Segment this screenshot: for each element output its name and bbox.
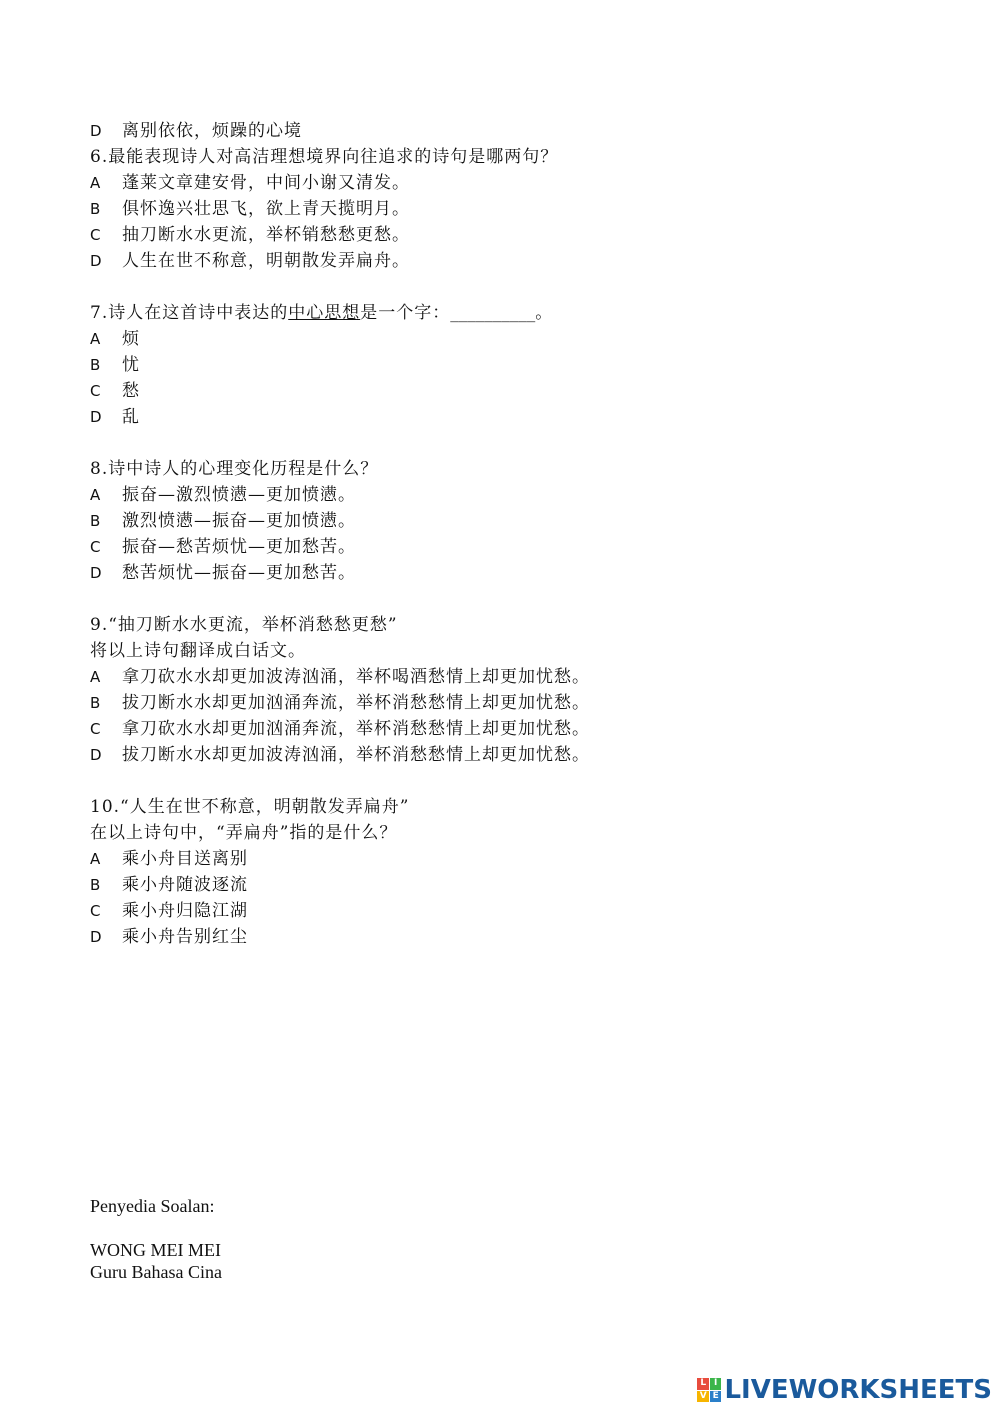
option-text: 乘小舟随波逐流 <box>122 875 248 895</box>
option-text: 离别依依，烦躁的心境 <box>122 121 302 141</box>
liveworksheets-watermark <box>697 1375 992 1405</box>
option-text: 愁苦烦忧—振奋—更加愁苦。 <box>122 563 356 583</box>
worksheet-body <box>90 118 950 950</box>
question-10-option-d[interactable] <box>90 924 950 950</box>
question-6-option-b[interactable] <box>90 196 950 222</box>
option-text: 拿刀砍水水却更加汹涌奔流，举杯消愁愁情上却更加忧愁。 <box>122 719 590 739</box>
question-6-option-c[interactable] <box>90 222 950 248</box>
option-letter: D <box>90 746 102 764</box>
option-letter: D <box>90 564 102 582</box>
option-letter: C <box>90 382 101 400</box>
question-8-option-a[interactable] <box>90 482 950 508</box>
stem-underlined-term: 中心思想 <box>288 303 361 323</box>
spacer <box>90 1217 222 1239</box>
spacer <box>90 274 950 300</box>
option-text: 乱 <box>122 407 140 427</box>
logo-tile: L <box>697 1378 709 1390</box>
option-letter: D <box>90 122 102 140</box>
option-row <box>90 118 950 144</box>
question-6-option-d[interactable] <box>90 248 950 274</box>
question-10-option-c[interactable] <box>90 898 950 924</box>
logo-tile: I <box>710 1378 722 1390</box>
question-7-option-a[interactable] <box>90 326 950 352</box>
liveworksheets-logo-icon <box>697 1378 721 1402</box>
stem-suffix: 是一个字： <box>360 303 451 323</box>
option-text: 人生在世不称意，明朝散发弄扁舟。 <box>122 251 410 271</box>
logo-tile: V <box>697 1391 709 1403</box>
option-letter: A <box>90 486 101 504</box>
option-letter: B <box>90 876 101 894</box>
option-letter: A <box>90 174 101 192</box>
option-letter: B <box>90 694 101 712</box>
option-text: 振奋—愁苦烦忧—更加愁苦。 <box>122 537 356 557</box>
option-letter: C <box>90 538 101 556</box>
option-letter: D <box>90 408 102 426</box>
setter-role: Guru Bahasa Cina <box>90 1262 222 1282</box>
option-text: 乘小舟归隐江湖 <box>122 901 248 921</box>
spacer <box>90 430 950 456</box>
option-letter: D <box>90 252 102 270</box>
question-setter-info <box>90 1195 222 1283</box>
question-7-option-d[interactable] <box>90 404 950 430</box>
option-text: 愁 <box>122 381 140 401</box>
option-text: 烦 <box>122 329 140 349</box>
question-10-stem: 10.“人生在世不称意，明朝散发弄扁舟” <box>90 797 410 817</box>
question-10-instruction: 在以上诗句中，“弄扁舟”指的是什么？ <box>90 823 398 843</box>
question-9-option-c[interactable] <box>90 716 950 742</box>
option-letter: C <box>90 720 101 738</box>
question-10-option-a[interactable] <box>90 846 950 872</box>
option-text: 激烈愤懑—振奋—更加愤懑。 <box>122 511 356 531</box>
question-6-option-a[interactable] <box>90 170 950 196</box>
stem-prefix: 7.诗人在这首诗中表达的 <box>90 303 289 323</box>
stem-end: 。 <box>535 303 554 323</box>
option-text: 抽刀断水水更流，举杯销愁愁更愁。 <box>122 225 410 245</box>
option-text: 俱怀逸兴壮思飞，欲上青天揽明月。 <box>122 199 410 219</box>
question-10-option-b[interactable] <box>90 872 950 898</box>
spacer <box>90 586 950 612</box>
option-text: 拿刀砍水水却更加波涛汹涌，举杯喝酒愁情上却更加忧愁。 <box>122 667 590 687</box>
logo-tile: E <box>710 1391 722 1403</box>
option-letter: B <box>90 512 101 530</box>
answer-blank[interactable]: __________ <box>450 303 536 323</box>
question-7-stem <box>90 300 950 326</box>
spacer <box>90 768 950 794</box>
question-9-option-b[interactable] <box>90 690 950 716</box>
option-text: 振奋—激烈愤懑—更加愤懑。 <box>122 485 356 505</box>
option-letter: A <box>90 668 101 686</box>
question-9-instruction: 将以上诗句翻译成白话文。 <box>90 641 306 661</box>
option-text: 乘小舟目送离别 <box>122 849 248 869</box>
option-letter: B <box>90 356 101 374</box>
option-letter: C <box>90 226 101 244</box>
option-letter: A <box>90 330 101 348</box>
question-7-option-c[interactable] <box>90 378 950 404</box>
question-6-stem: 6.最能表现诗人对高洁理想境界向往追求的诗句是哪两句？ <box>90 147 559 167</box>
question-7-option-b[interactable] <box>90 352 950 378</box>
question-9-option-a[interactable] <box>90 664 950 690</box>
option-text: 拔刀断水水却更加波涛汹涌，举杯消愁愁情上却更加忧愁。 <box>122 745 590 765</box>
setter-name: WONG MEI MEI <box>90 1240 221 1260</box>
option-letter: D <box>90 928 102 946</box>
question-9-option-d[interactable] <box>90 742 950 768</box>
watermark-text: LIVEWORKSHEETS <box>724 1375 992 1405</box>
setter-label: Penyedia Soalan: <box>90 1196 215 1216</box>
question-8-option-c[interactable] <box>90 534 950 560</box>
question-8-stem: 8.诗中诗人的心理变化历程是什么？ <box>90 459 379 479</box>
option-letter: B <box>90 200 101 218</box>
option-text: 拔刀断水水却更加汹涌奔流，举杯消愁愁情上却更加忧愁。 <box>122 693 590 713</box>
question-9-stem: 9.“抽刀断水水更流，举杯消愁愁更愁” <box>90 615 398 635</box>
option-letter: C <box>90 902 101 920</box>
question-8-option-d[interactable] <box>90 560 950 586</box>
option-text: 蓬莱文章建安骨，中间小谢又清发。 <box>122 173 410 193</box>
option-text: 乘小舟告别红尘 <box>122 927 248 947</box>
option-text: 忧 <box>122 355 140 375</box>
option-letter: A <box>90 850 101 868</box>
question-8-option-b[interactable] <box>90 508 950 534</box>
